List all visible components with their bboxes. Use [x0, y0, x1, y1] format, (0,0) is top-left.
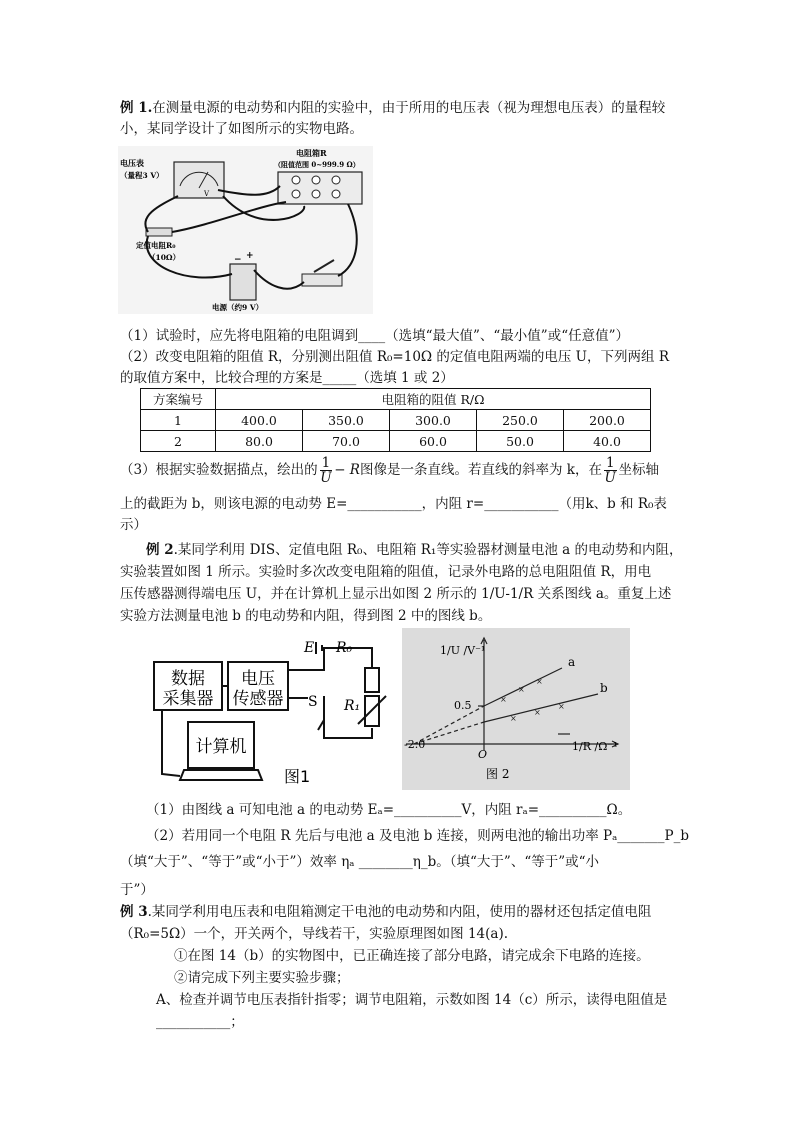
fraction-1-over-U-axis: $\frac{1}{U}$	[604, 455, 616, 486]
table-row	[141, 410, 651, 431]
table-cell: 300.0	[390, 410, 477, 431]
collector-line2: 采集器	[162, 689, 214, 709]
ex2-q1: （1）由图线 a 可知电池 a 的电动势 Eₐ=__________V，内阻 rₐ=__________Ω。	[146, 802, 632, 818]
ex1-q2a: （2）改变电阻箱的阻值 R，分别测出阻值 R₀=10Ω 的定值电阻两端的电压 U，下列两组 R	[120, 349, 670, 365]
table-cell: 40.0	[564, 431, 651, 452]
sensor-line2: 传感器	[232, 689, 284, 709]
ex1-q1: （1）试验时，应先将电阻箱的电阻调到____（选填“最大值”、“最小值”或“任意值”）	[120, 328, 629, 344]
table-cell: 50.0	[477, 431, 564, 452]
computer-label: 计算机	[195, 737, 247, 757]
ex2-line4: 实验方法测量电池 b 的电动势和内阻，得到图 2 中的图线 b。	[120, 608, 492, 624]
fig2-tick-x: -2.0	[404, 738, 426, 751]
svg-text:×: ×	[534, 708, 541, 717]
table-header-row	[141, 389, 651, 410]
box-label: 电阻箱R	[296, 148, 327, 158]
voltmeter-range: （量程3 V）	[120, 171, 164, 180]
svg-text:×: ×	[558, 702, 565, 711]
fixed-resistor-icon	[146, 228, 172, 236]
ex1-q2b: 的取值方案中，比较合理的方案是_____（选填 1 或 2）	[120, 370, 454, 386]
box-range: （阻值范围 0~999.9 Ω）	[274, 160, 360, 169]
ex1-circuit-photo	[118, 146, 373, 314]
ex2-q2b: （填“大于”、“等于”或“小于”）效率 ηₐ ________η_b。（填“大于”、“等于”或“小	[120, 854, 600, 870]
fig2-xlabel: 1/R /Ω⁻¹	[572, 740, 618, 753]
voltmeter-label: 电压表	[120, 158, 144, 168]
ex2-label: 例 2	[146, 542, 174, 558]
table-cell: 400.0	[216, 410, 303, 431]
svg-text:×: ×	[510, 714, 517, 723]
ex2-fig1-setup	[148, 634, 388, 786]
table-cell: 60.0	[390, 431, 477, 452]
label-R0: R₀	[336, 640, 353, 656]
fig2-caption: 图 2	[486, 767, 510, 781]
ex1-q3-line3: 示）	[120, 517, 147, 533]
ex2-q2c: 于”）	[120, 882, 154, 898]
keyboard-icon	[180, 770, 262, 780]
ex1-plan-table	[140, 388, 651, 452]
fraction-1-over-U: $\frac{1}{U}$	[320, 455, 332, 486]
fig2-origin: O	[478, 748, 488, 761]
voltmeter-icon	[174, 162, 224, 198]
table-cell: 70.0	[303, 431, 390, 452]
ex3-step1: ①在图 14（b）的实物图中，已正确连接了部分电路，请完成余下电路的连接。	[174, 948, 650, 964]
label-E: E	[304, 640, 315, 656]
fig2-tick-y: 0.5	[454, 699, 472, 712]
fig2-ylabel: 1/U /V⁻¹	[440, 644, 486, 657]
voltmeter-symbol: V	[204, 190, 210, 198]
svg-text:×: ×	[518, 685, 525, 694]
resistance-box-icon	[278, 172, 362, 204]
table-cell: 350.0	[303, 410, 390, 431]
svg-text:×: ×	[500, 695, 507, 704]
ex3-stepA: A、检查并调节电压表指针指零；调节电阻箱，示数如图 14（c）所示，读得电阻值是	[156, 992, 668, 1008]
ex3-stepA2: ___________；	[156, 1014, 244, 1030]
table-header-cell: 方案编号	[141, 389, 216, 410]
ex1-label: 例 1.	[120, 100, 153, 116]
sensor-line1: 电压	[241, 669, 275, 689]
table-header-cell: 电阻箱的阻值 R/Ω	[216, 389, 651, 410]
table-cell: 80.0	[216, 431, 303, 452]
fig2-line-b-label: b	[600, 681, 608, 695]
table-cell: 2	[141, 431, 216, 452]
ex2-line3: 压传感器测得端电压 U，并在计算机上显示出如图 2 所示的 1/U-1/R 关系图线 a。重复上述	[120, 586, 672, 602]
table-cell: 200.0	[564, 410, 651, 431]
fig1-caption: 图1	[284, 767, 311, 786]
ex1-line1: 例 1.在测量电源的电动势和内阻的实验中，由于所用的电压表（视为理想电压表）的量程较	[120, 100, 666, 116]
source-label: 电源（约9 V）	[212, 303, 264, 312]
ex1-q3: （3）根据实验数据描点，绘出的 $\frac{1}{U}$ − R图像是一条直线。若直线的斜率为 k，在 $\frac{1}{U}$ 坐标轴	[120, 455, 660, 486]
resistor-label: 定值电阻R₀	[136, 241, 176, 250]
ex2-fig2-graph	[402, 628, 630, 790]
table-cell: 1	[141, 410, 216, 431]
battery-plus: +	[246, 251, 254, 261]
ex2-q2: （2）若用同一个电阻 R 先后与电池 a 及电池 b 连接，则两电池的输出功率 Pₐ_______P_b	[146, 828, 689, 844]
resistor-value: （10Ω）	[148, 253, 181, 262]
ex3-step2: ②请完成下列主要实验步骤；	[174, 970, 350, 986]
table-cell: 250.0	[477, 410, 564, 431]
ex1-q3-line2: 上的截距为 b，则该电源的电动势 E=___________，内阻 r=___________（用k、b 和 R₀表	[120, 496, 667, 512]
collector-line1: 数据	[171, 669, 205, 689]
table-row	[141, 431, 651, 452]
ex1-line2: 小，某同学设计了如图所示的实物电路。	[120, 121, 363, 137]
label-S: S	[308, 694, 318, 710]
battery-icon	[230, 264, 256, 300]
ex3-label: 例 3	[120, 904, 148, 920]
ex2-line1: 例 2.某同学利用 DIS、定值电阻 R₀、电阻箱 R₁等实验器材测量电池 a 的电动势和内阻，	[146, 542, 683, 558]
fig2-line-a-label: a	[568, 655, 576, 669]
ex3-line1: 例 3.某同学利用电压表和电阻箱测定干电池的电动势和内阻，使用的器材还包括定值电阻	[120, 904, 652, 920]
ex3-line2: （R₀=5Ω）一个，开关两个，导线若干，实验原理图如图 14(a).	[120, 926, 509, 942]
ex2-line2: 实验装置如图 1 所示。实验时多次改变电阻箱的阻值，记录外电路的总电阻阻值 R，用电	[120, 564, 652, 580]
battery-minus: −	[234, 255, 242, 265]
svg-text:×: ×	[536, 677, 543, 686]
label-R1: R₁	[344, 698, 361, 714]
